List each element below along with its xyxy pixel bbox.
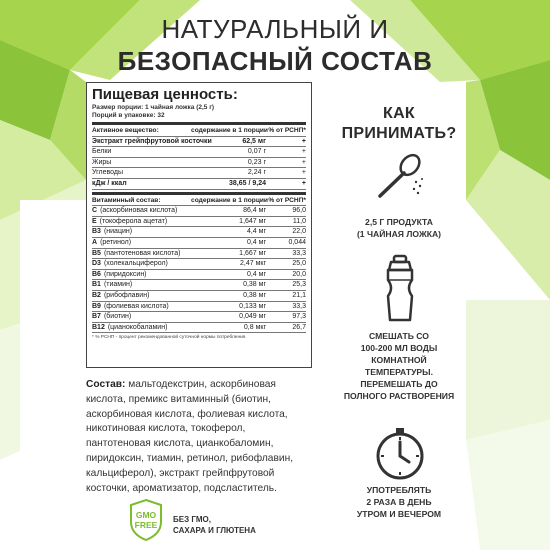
- row-name: Углеводы: [92, 169, 124, 177]
- header-line-1: НАТУРАЛЬНЫЙ И: [161, 14, 389, 44]
- vitamin-name: (ниацин): [103, 228, 133, 236]
- vitamin-name: (аскорбиновая кислота): [100, 207, 178, 215]
- nutrition-row: [92, 158, 306, 169]
- row-amount: 0,4 мг: [246, 270, 266, 278]
- row-rsnp: +: [301, 169, 306, 177]
- vitamin-code: B9: [92, 302, 101, 310]
- how-to-title-line2: ПРИНИМАТЬ?: [341, 125, 457, 142]
- nutrition-row: [92, 179, 306, 190]
- row-amount: 38,65 / 9,24: [229, 179, 266, 187]
- nutrition-row: [92, 291, 306, 302]
- vitamin-name: (цианокобаламин): [107, 323, 168, 331]
- row-rsnp: 25,0: [292, 260, 306, 268]
- vitamin-name: (биотин): [103, 313, 132, 321]
- row-name: [92, 312, 214, 322]
- step2-line: ПОЛНОГО РАСТВОРЕНИЯ: [343, 391, 455, 401]
- clock-icon: [372, 424, 428, 482]
- row-rsnp: +: [301, 158, 306, 166]
- spoon-icon: [374, 152, 426, 202]
- active-header-name: Активное вещество:: [92, 127, 159, 134]
- vitamin-code: B6: [92, 270, 101, 278]
- nutrition-row: [92, 302, 306, 313]
- row-name: [92, 302, 214, 312]
- step1-text: [332, 216, 466, 240]
- gmo-text-line1: БЕЗ ГМО,: [173, 515, 211, 524]
- row-amount: 0,049 мг: [239, 313, 266, 321]
- vitamin-name: (холекальциферол): [103, 260, 168, 268]
- vitamin-header-name: Витаминный состав:: [92, 196, 161, 204]
- row-amount: 0,4 мг: [246, 238, 266, 246]
- nutrition-row: [92, 323, 306, 334]
- vitamin-code: B3: [92, 228, 101, 236]
- row-name: [92, 323, 214, 333]
- row-rsnp: 26,7: [292, 323, 306, 331]
- how-to-title: [332, 104, 466, 144]
- row-rsnp: 20,0: [292, 270, 306, 278]
- row-name: Белки: [92, 148, 112, 156]
- step2-text: [332, 330, 466, 402]
- vitamin-code: B7: [92, 313, 101, 321]
- nutrition-row: [92, 270, 306, 281]
- row-amount: 1,667 мг: [239, 249, 266, 257]
- row-name: [92, 270, 214, 280]
- vitamin-code: B5: [92, 249, 101, 257]
- row-name: [92, 280, 214, 290]
- row-name: [92, 217, 214, 227]
- nutrition-row: [92, 249, 306, 260]
- composition-label: Состав:: [86, 379, 126, 390]
- nutrition-row: [92, 217, 306, 228]
- nutrition-row: [92, 312, 306, 323]
- serving-size: Размер порции: 1 чайная ложка (2,5 г): [92, 104, 215, 111]
- row-rsnp: 21,1: [292, 291, 306, 299]
- row-rsnp: 33,3: [292, 302, 306, 310]
- step2-line: 100-200 МЛ ВОДЫ: [360, 343, 438, 353]
- nutrition-row: [92, 206, 306, 217]
- vitamin-code: D3: [92, 260, 101, 268]
- nutrition-row: [92, 238, 306, 249]
- row-rsnp: 22,0: [292, 228, 306, 236]
- vitamin-header-row: [92, 196, 306, 207]
- row-name: [92, 249, 214, 259]
- divider: [92, 122, 306, 125]
- active-header-row: [92, 126, 306, 137]
- row-name: [92, 238, 214, 248]
- row-amount: 0,23 г: [247, 158, 266, 166]
- step3-line: 2 РАЗА В ДЕНЬ: [366, 497, 432, 507]
- row-amount: 0,07 г: [247, 148, 266, 156]
- step2-line: СМЕШАТЬ СО: [369, 331, 429, 341]
- vitamin-name: (тиамин): [103, 281, 133, 289]
- shaker-icon: [382, 254, 418, 324]
- row-amount: 2,47 мкг: [240, 260, 266, 268]
- vitamin-header-amount: содержание в 1 порции: [191, 196, 268, 204]
- vitamin-code: A: [92, 238, 98, 246]
- step2-line: ПЕРЕМЕШАТЬ ДО: [360, 379, 438, 389]
- composition: [86, 378, 312, 496]
- row-amount: 2,24 г: [247, 169, 266, 177]
- step3-line: УПОТРЕБЛЯТЬ: [366, 485, 432, 495]
- step2-line: КОМНАТНОЙ: [371, 355, 427, 365]
- row-rsnp: +: [301, 148, 306, 156]
- step3-text: [332, 484, 466, 520]
- row-amount: 0,133 мг: [239, 302, 266, 310]
- nutrition-row: [92, 168, 306, 179]
- row-name: кДж / ккал: [92, 179, 127, 187]
- vitamin-code: E: [92, 217, 97, 225]
- row-rsnp: 96,0: [292, 207, 306, 215]
- row-name: [92, 291, 214, 301]
- row-rsnp: 33,3: [292, 249, 306, 257]
- vitamin-code: B12: [92, 323, 105, 331]
- nutrition-row: [92, 137, 306, 148]
- row-amount: 1,647 мг: [239, 217, 266, 225]
- row-amount: 4,4 мг: [246, 228, 266, 236]
- row-amount: 0,38 мг: [243, 281, 266, 289]
- footnote: * % РСНП - процент рекомендованной суточной нормы потребления.: [92, 335, 247, 341]
- step2-line: ТЕМПЕРАТУРЫ.: [365, 367, 433, 377]
- vitamin-code: B1: [92, 281, 101, 289]
- vitamin-name: (токоферола ацетат): [99, 217, 168, 225]
- vitamin-name: (пиридоксин): [103, 270, 147, 278]
- gmo-text-line2: САХАРА И ГЛЮТЕНА: [173, 526, 256, 535]
- nutrition-row: [92, 259, 306, 270]
- row-amount: 86,4 мг: [243, 207, 266, 215]
- vitamin-name: (фолиевая кислота): [103, 302, 169, 310]
- row-rsnp: +: [301, 137, 306, 145]
- row-amount: 0,8 мкг: [243, 323, 266, 331]
- gmo-free-text: [173, 514, 256, 536]
- gmo-free-badge-icon: [128, 498, 164, 542]
- gmo-badge-line1: GMO: [135, 510, 157, 520]
- vitamin-name: (пантотеновая кислота): [103, 249, 181, 257]
- active-rows: [92, 137, 306, 190]
- row-name: [92, 227, 214, 237]
- nutrition-row: [92, 147, 306, 158]
- gmo-badge-line2: FREE: [134, 520, 158, 530]
- step1-line2: (1 ЧАЙНАЯ ЛОЖКА): [356, 229, 442, 239]
- vitamin-rows: [92, 206, 306, 333]
- active-header-rsnp: % от РСНП*: [268, 127, 306, 134]
- nutrition-row: [92, 227, 306, 238]
- divider: [92, 192, 306, 195]
- row-rsnp: 11,0: [292, 217, 306, 225]
- row-amount: 0,38 мг: [243, 291, 266, 299]
- header-line-2: БЕЗОПАСНЫЙ СОСТАВ: [117, 46, 433, 76]
- how-to-title-line1: КАК: [383, 105, 415, 122]
- row-name: Экстракт грейпфрутовой косточки: [92, 137, 212, 145]
- step3-line: УТРОМ И ВЕЧЕРОМ: [356, 509, 442, 519]
- servings-per-package: Порций в упаковке: 32: [92, 112, 165, 119]
- vitamin-name: (рибофлавин): [103, 291, 150, 299]
- row-rsnp: 97,3: [292, 313, 306, 321]
- nutrition-row: [92, 280, 306, 291]
- composition-text: мальтодекстрин, аскорбиновая кислота, премикс витаминный (биотин, аскорбиновая кислота, фолиевая кислота, никотиновая кислота, токоферол, пантотеновая кислота, цианкобаломин, пиридоксин, тиамин, ретинол, рибофлавин, кальциферол), экстракт грейпфрутовой косточки, ароматизатор, подсластитель.: [86, 379, 294, 494]
- row-name: Жиры: [92, 158, 112, 166]
- nutrition-title: Пищевая ценность:: [92, 86, 238, 103]
- vitamin-name: (ретинол): [100, 238, 132, 246]
- nutrition-panel: [86, 82, 312, 368]
- row-amount: 62,5 мг: [242, 137, 266, 145]
- row-rsnp: 0,044: [288, 238, 306, 246]
- row-rsnp: 25,3: [292, 281, 306, 289]
- vitamin-code: C: [92, 207, 98, 215]
- row-name: [92, 259, 214, 269]
- row-rsnp: +: [301, 179, 306, 187]
- vitamin-code: B2: [92, 291, 101, 299]
- step1-line1: 2,5 Г ПРОДУКТА: [365, 217, 433, 227]
- active-header-amount: содержание в 1 порции: [191, 127, 268, 134]
- vitamin-header-rsnp: % от РСНП*: [268, 196, 306, 204]
- row-name: [92, 206, 214, 216]
